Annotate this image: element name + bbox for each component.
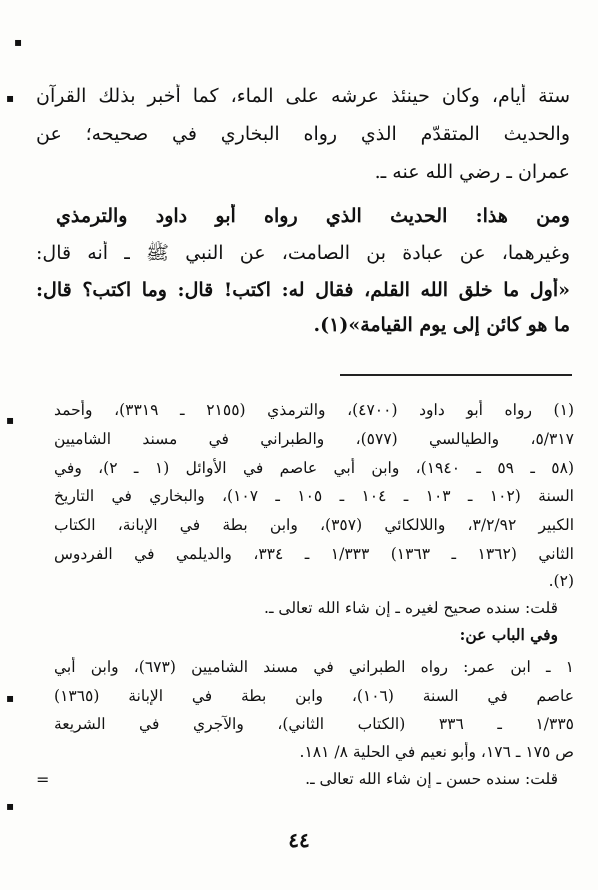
- scan-speck: ▪: [6, 691, 15, 705]
- body-line-1: ستة أيام، وكان حينئذ عرشه على الماء، كما أخبر بذلك القرآن: [36, 85, 570, 107]
- body-line-5: وغيرهما، عن عبادة بن الصامت، عن النبي ﷺ ـ أنه قال:: [36, 242, 570, 264]
- footnote-line-11: عاصم في السنة (١٠٦)، وابن بطة في الإبانة (١٣٦٥): [54, 687, 574, 705]
- footnote-line-9: وفي الباب عن:: [459, 625, 558, 644]
- scan-speck: ▪: [14, 35, 23, 49]
- footnote-line-4: السنة (١٠٢ ـ ١٠٣ ـ ١٠٤ ـ ١٠٥ ـ ١٠٧)، والبخاري في التاريخ: [54, 487, 574, 505]
- body-line-6: «أول ما خلق الله القلم، فقال له: اكتب! قال: وما اكتب؟ قال:: [36, 279, 570, 301]
- footnote-line-2: ٥/٣١٧، والطيالسي (٥٧٧)، والطبراني في مسند الشاميين: [54, 430, 574, 448]
- scan-speck: ▪: [6, 799, 15, 813]
- footnote-line-12: ١/٣٣٥ ـ ٣٣٦ (الكتاب الثاني)، والآجري في الشريعة: [54, 715, 574, 733]
- body-line-2: والحديث المتقدّم الذي رواه البخاري في صحيحه؛ عن: [36, 123, 570, 145]
- scan-speck: ▪: [6, 91, 15, 105]
- footnote-line-14: قلت: سنده حسن ـ إن شاء الله تعالى ـ.: [305, 770, 558, 788]
- footnote-line-1: (١) رواه أبو داود (٤٧٠٠)، والترمذي (٢١٥٥ ـ ٣٣١٩)، وأحمد: [54, 401, 574, 419]
- footnote-line-6: الثاني (١٣٦٢ ـ ١٣٦٣) ١/٣٣٣ ـ ٣٣٤، والديلمي في الفردوس: [54, 545, 574, 563]
- continuation-mark: =: [36, 770, 50, 789]
- page-number: ٤٤: [288, 828, 310, 852]
- footnote-line-7: (٢).: [548, 572, 574, 590]
- footnote-line-13: ص ١٧٥ ـ ١٧٦، وأبو نعيم في الحلية ٨/ ١٨١.: [299, 743, 574, 761]
- scan-speck: ▪: [6, 413, 15, 427]
- footnote-line-8: قلت: سنده صحيح لغيره ـ إن شاء الله تعالى ـ.: [264, 599, 558, 617]
- footnote-line-5: الكبير ٣/٢/٩٢، واللالكائي (٣٥٧)، وابن بطة في الإبانة، الكتاب: [54, 516, 574, 534]
- footnote-line-3: (٥٨ ـ ٥٩ ـ ١٩٤٠)، وابن أبي عاصم في الأوائل (١ ـ ٢)، وفي: [54, 459, 574, 477]
- footnote-divider: [340, 374, 572, 376]
- footnote-line-10: ١ ـ ابن عمر: رواه الطبراني في مسند الشاميين (٦٧٣)، وابن أبي: [54, 658, 574, 676]
- body-line-4: ومن هذا: الحديث الذي رواه أبو داود والترمذي: [56, 205, 570, 227]
- body-line-3: عمران ـ رضي الله عنه ـ.: [374, 161, 570, 183]
- body-line-7: ما هو كائن إلى يوم القيامة»(١).: [313, 314, 570, 336]
